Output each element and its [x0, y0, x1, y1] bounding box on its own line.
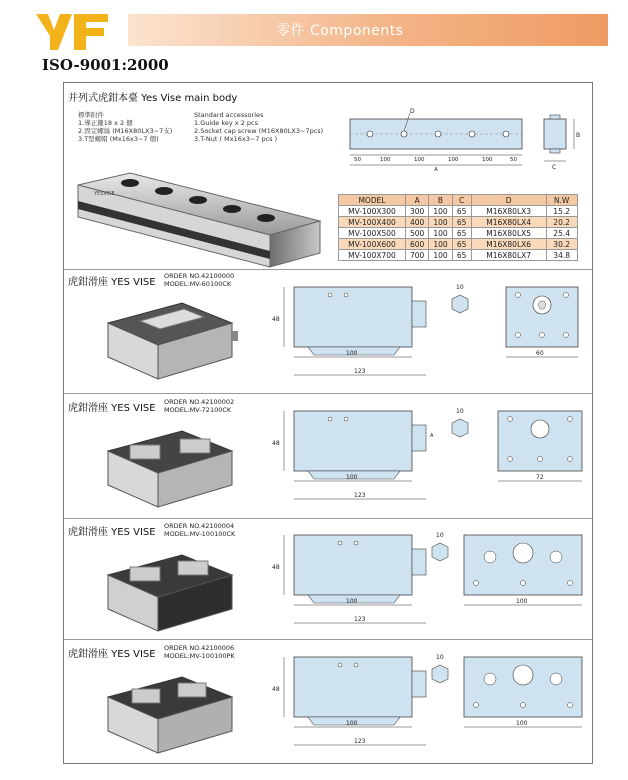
vise-2-photo: [100, 415, 240, 511]
section-banner: [128, 14, 608, 46]
dim-100-1: 100: [380, 157, 391, 163]
dim-100-2: 100: [414, 157, 425, 163]
dim-100-3: 100: [448, 157, 459, 163]
vise-1-title: 虎鉗滑座 YES VISE: [68, 277, 156, 288]
vise-3-dim-side: 100: [516, 598, 528, 605]
vise-3-title: 虎鉗滑座 YES VISE: [68, 527, 156, 538]
vise-2-model: MODEL:MV-72100CK: [164, 406, 232, 414]
table-cell: 100: [429, 228, 452, 239]
accessories-zh: [78, 111, 172, 143]
vise-2-dim-a: A: [430, 433, 434, 439]
table-row: [339, 206, 578, 217]
table-row: [339, 228, 578, 239]
vise-1-order-no: ORDER NO.42100000: [164, 272, 235, 280]
vise-4-photo: [100, 661, 240, 757]
accessory-en-1: 1.Guide key x 2 pcs: [194, 119, 259, 127]
vise-2-title: 虎鉗滑座 YES VISE: [68, 403, 156, 414]
table-cell: 65: [452, 228, 471, 239]
vise-2-order-no: ORDER NO.42100002: [164, 398, 235, 406]
spec-table-header: [339, 195, 578, 206]
vise-4-dim-t: 10: [436, 654, 444, 661]
vise-2-dim-h: 48: [272, 440, 280, 447]
vise-1-model: MODEL:MV-60100CK: [164, 280, 232, 288]
vise-1-photo: [100, 287, 240, 383]
table-cell: MV-100X600: [339, 239, 406, 250]
table-cell: 65: [452, 250, 471, 261]
vise-4-dim-w2: 123: [354, 738, 366, 745]
table-cell: 100: [429, 239, 452, 250]
vise-1-dim-w1: 100: [346, 350, 358, 357]
vise-3-model: MODEL:MV-100100CK: [164, 530, 236, 538]
col-nw: N.W: [546, 195, 577, 206]
col-b: B: [429, 195, 452, 206]
table-cell: M16X80LX5: [471, 228, 546, 239]
vise-1-dim-h: 48: [272, 316, 280, 323]
table-cell: 65: [452, 217, 471, 228]
vise-2-dim-t: 10: [456, 408, 464, 415]
vise-4-dim-side: 100: [516, 720, 528, 727]
table-cell: 700: [406, 250, 429, 261]
table-cell: 15.2: [546, 206, 577, 217]
vise-2-dim-w1: 100: [346, 474, 358, 481]
vise-1-order: [164, 272, 234, 288]
vise-1-dim-side: 60: [536, 350, 544, 357]
table-cell: M16X80LX6: [471, 239, 546, 250]
vise-3-dim-h: 48: [272, 564, 280, 571]
divider: [64, 639, 592, 640]
vise-4-order: [164, 644, 235, 660]
table-cell: 34.8: [546, 250, 577, 261]
table-cell: 30.2: [546, 239, 577, 250]
spec-table: [338, 194, 578, 261]
table-cell: MV-100X400: [339, 217, 406, 228]
vise-1-dim-t: 10: [456, 284, 464, 291]
divider: [64, 393, 592, 394]
vise-1-drawing: [264, 279, 584, 389]
accessory-en-2: 2.Socket cap screw (M16X80LX3~7pcs): [194, 127, 324, 135]
table-cell: MV-100X700: [339, 250, 406, 261]
vise-2-dim-side: 72: [536, 474, 544, 481]
table-cell: 500: [406, 228, 429, 239]
table-cell: 65: [452, 206, 471, 217]
content-frame: [63, 82, 593, 764]
main-body-title: 并列式虎鉗本臺 Yes Vise main body: [68, 93, 238, 104]
table-row: [339, 239, 578, 250]
table-cell: 100: [429, 206, 452, 217]
table-cell: M16X80LX3: [471, 206, 546, 217]
table-cell: 600: [406, 239, 429, 250]
table-cell: 65: [452, 239, 471, 250]
vise-2-dim-w2: 123: [354, 492, 366, 499]
vise-3-order: [164, 522, 235, 538]
table-row: [339, 217, 578, 228]
banner-title: 零件 Components: [276, 23, 404, 39]
table-cell: 300: [406, 206, 429, 217]
vise-3-dim-w2: 123: [354, 616, 366, 623]
table-cell: M16X80LX4: [471, 217, 546, 228]
table-cell: 400: [406, 217, 429, 228]
vise-4-dim-h: 48: [272, 686, 280, 693]
col-a: A: [406, 195, 429, 206]
table-cell: 100: [429, 250, 452, 261]
table-cell: 20.2: [546, 217, 577, 228]
vise-3-photo: [100, 539, 240, 635]
table-cell: M16X80LX7: [471, 250, 546, 261]
accessory-en-3: 3.T-Nut ( Mx16x3~7 pcs ): [194, 135, 278, 143]
iso-certification: ISO-9001:2000: [42, 56, 169, 74]
vise-2-drawing: [264, 403, 584, 513]
col-d: D: [471, 195, 546, 206]
vise-3-dim-w1: 100: [346, 598, 358, 605]
vise-4-model: MODEL:MV-100100PK: [164, 652, 235, 660]
divider: [64, 518, 592, 519]
table-cell: MV-100X300: [339, 206, 406, 217]
table-cell: 100: [429, 217, 452, 228]
accessories-en: [194, 111, 323, 143]
col-c: C: [452, 195, 471, 206]
accessory-zh-3: 3.T型螺帽 (Mx16x3~7 個): [78, 135, 159, 143]
table-row: [339, 250, 578, 261]
vise-4-title: 虎鉗滑座 YES VISE: [68, 649, 156, 660]
vise-1-dim-w2: 123: [354, 368, 366, 375]
dim-100-4: 100: [482, 157, 493, 163]
accessories-en-title: Standard accessories: [194, 111, 264, 119]
vise-2-order: [164, 398, 234, 414]
vise-3-drawing: [264, 527, 584, 637]
table-cell: MV-100X500: [339, 228, 406, 239]
vise-3-dim-t: 10: [436, 532, 444, 539]
company-logo: [34, 12, 110, 52]
accessory-zh-2: 2.固定螺絲 (M16X80LX3~7支): [78, 127, 173, 135]
table-cell: 25.4: [546, 228, 577, 239]
dim-a: A: [434, 167, 438, 171]
accessory-zh-1: 1.導正鍵18 x 2 個: [78, 119, 133, 127]
drawing-label-d: D: [410, 108, 415, 115]
vise-4-drawing: [264, 649, 584, 759]
dim-c: C: [552, 164, 557, 171]
vise-3-order-no: ORDER NO.42100004: [164, 522, 235, 530]
dim-50-right: 50: [510, 157, 517, 163]
main-body-photo: [74, 163, 324, 273]
divider: [64, 269, 592, 270]
dim-b: B: [576, 132, 581, 139]
dim-50-left: 50: [354, 157, 361, 163]
main-body-drawing: [346, 107, 586, 171]
vise-4-order-no: ORDER NO.42100006: [164, 644, 235, 652]
col-model: MODEL: [339, 195, 406, 206]
accessories-zh-title: 標準附件: [78, 111, 104, 119]
vise-4-dim-w1: 100: [346, 720, 358, 727]
brand-mark: YESVISE: [94, 191, 115, 197]
